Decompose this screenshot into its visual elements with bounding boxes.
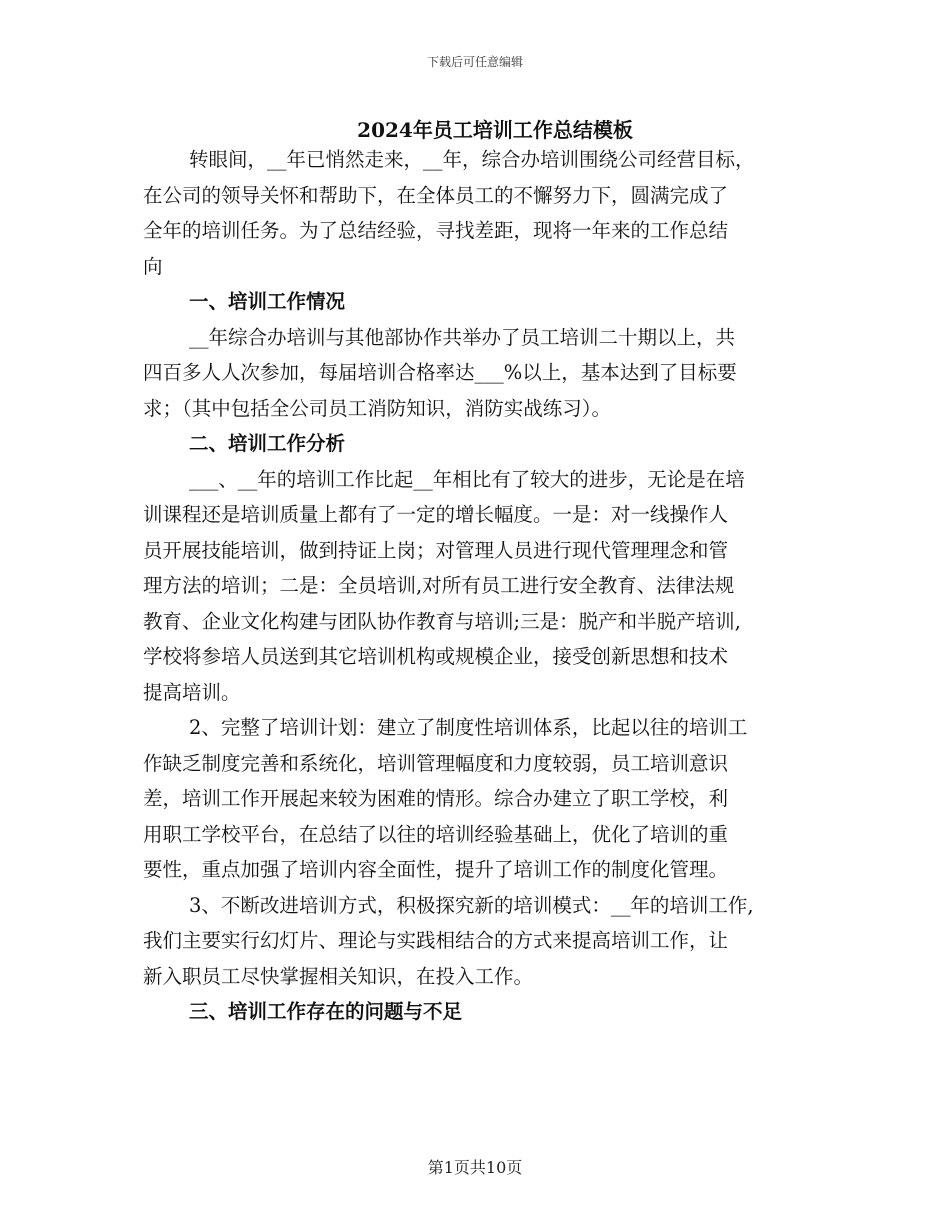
body-text-line: 我们主要实行幻灯片、理论与实践相结合的方式来提高培训工作，让 [143,929,729,952]
body-text-line: 差，培训工作开展起来较为困难的情形。综合办建立了职工学校，利 [143,787,729,810]
body-text-line: 要性，重点加强了培训内容全面性，提升了培训工作的制度化管理。 [143,858,729,881]
body-text-line: 训课程还是培训质量上都有了一定的增长幅度。一是：对一线操作人 [143,503,729,526]
body-text-line: 在公司的领导关怀和帮助下，在全体员工的不懈努力下，圆满完成了 [143,183,729,207]
body-text-line: 四百多人人次参加，每届培训合格率达___%以上，基本达到了目标要 [143,361,737,384]
body-text-line: 向 [143,254,163,278]
body-text-line: 3、不断改进培训方式，积极探究新的培训模式：__年的培训工作, [189,893,754,917]
body-text-line: 用职工学校平台，在总结了以往的培训经验基础上，优化了培训的重 [143,822,729,846]
section-heading: 二、培训工作分析 [189,432,346,455]
section-heading: 一、培训工作情况 [189,290,346,313]
header-note: 下载后可任意编辑 [426,55,523,69]
body-text-line: 转眼间，__年已悄然走来，__年，综合办培训围绕公司经营目标， [189,148,755,171]
body-text-line: __年综合办培训与其他部协作共举办了员工培训二十期以上，共 [189,325,736,349]
body-text-line: ___、__年的培训工作比起__年相比有了较大的进步，无论是在培 [189,467,745,491]
body-text-line: 提高培训。 [143,680,241,704]
body-text-line: 新入职员工尽快掌握相关知识，在投入工作。 [143,964,534,988]
body-text-line: 员开展技能培训，做到持证上岗；对管理人员进行现代管理理念和管 [143,538,729,562]
body-text-line: 学校将参培人员送到其它培训机构或规模企业，接受创新思想和技术 [143,645,729,668]
document-body [143,142,813,1030]
body-text-line: 求；（其中包括全公司员工消防知识，消防实战练习）。 [143,396,612,420]
page-number-footer: 第1页共10页 [427,1158,523,1177]
body-text-line: 作缺乏制度完善和系统化，培训管理幅度和力度较弱，员工培训意识 [143,751,729,775]
body-text-line: 2、完整了培训计划：建立了制度性培训体系，比起以往的培训工 [189,716,748,739]
body-text-line: 教育、企业文化构建与团队协作教育与培训;三是：脱产和半脱产培训, [143,609,741,633]
section-heading: 三、培训工作存在的问题与不足 [189,1000,463,1023]
body-text-line: 全年的培训任务。为了总结经验，寻找差距，现将一年来的工作总结 [143,219,729,242]
document-title: 2024年员工培训工作总结模板 [357,118,633,142]
body-text-line: 理方法的培训；二是：全员培训,对所有员工进行安全教育、法律法规 [143,574,735,597]
